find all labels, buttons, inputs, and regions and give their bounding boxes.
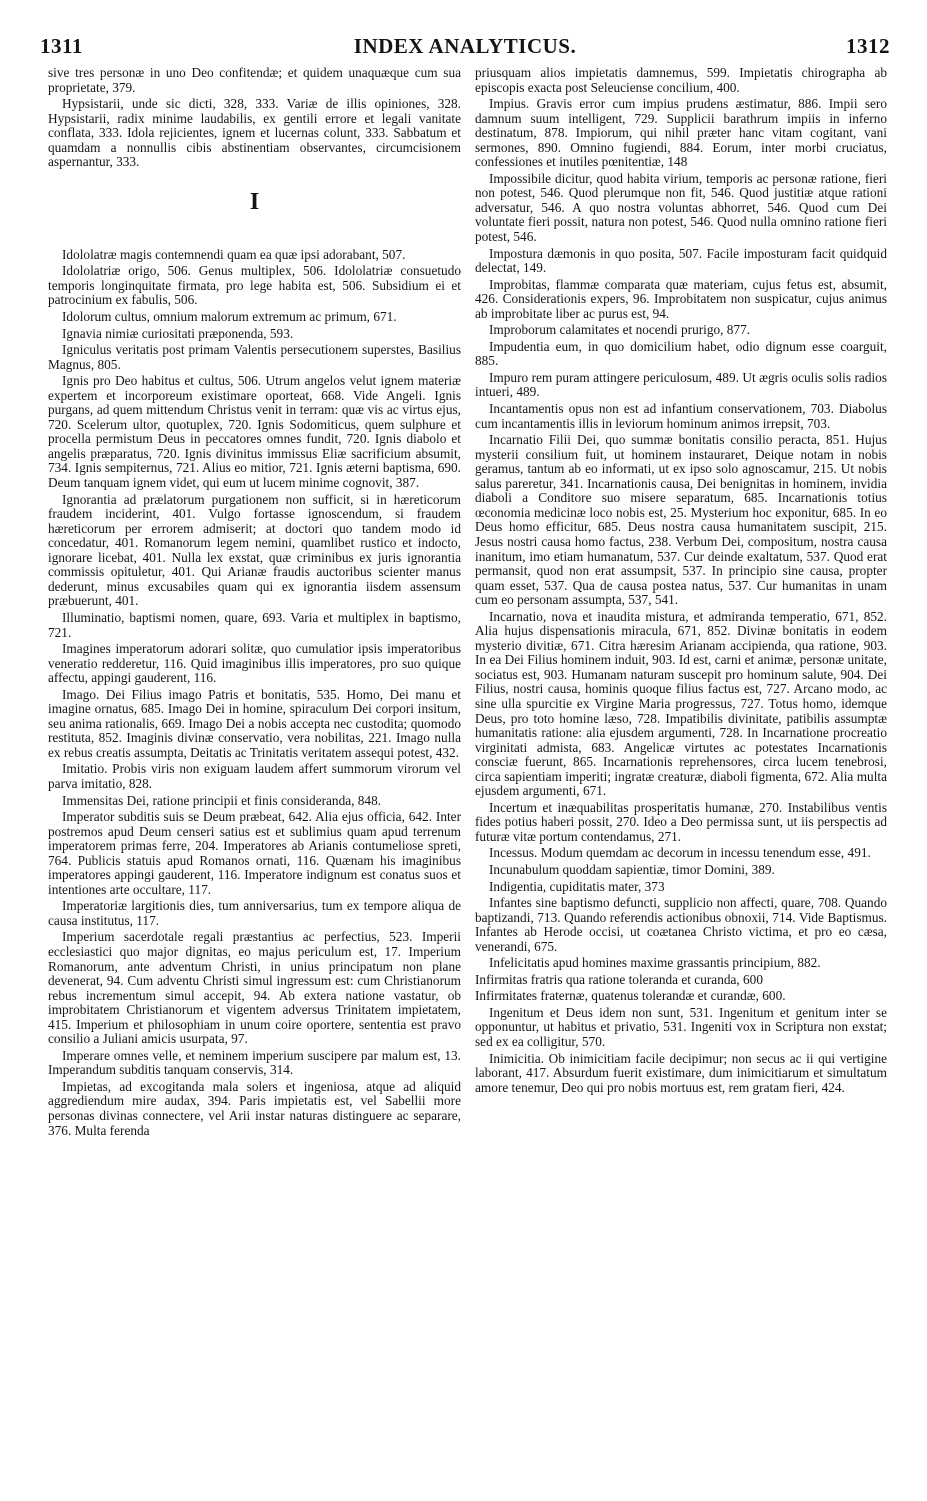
index-entry: Incessus. Modum quemdam ac decorum in incessu tenendum esse, 491. bbox=[489, 845, 871, 861]
index-entry: Incantamentis opus non est ad infantium conservationem, 703. Diabolus cum incantamentis illis in leviorum hominum animos irrepsit, 703. bbox=[475, 401, 887, 431]
index-entry: Impossibile dicitur, quod habita virium, temporis ac personæ ratione, fieri non potest, 546. Quod plerumque non fit, 546. Quod justitiæ atque rationi adversatur, 546. A quo nostra voluntas abhorret, 546. Quod cum Dei voluntate fieri possit, natura non potest, 546. Quod nulla omnino ratione fieri potest, 546. bbox=[475, 170, 887, 245]
left-column-entries bbox=[48, 248, 461, 1138]
index-entry: Inimicitia. Ob inimicitiam facile decipimur; non secus ac ii qui vertigine laborant, 417. Absurdum fuerit existimare, dum inimicitiarum et simultatum amore tenemur, Deo qui pro nobis mortuus est, rem gratam fieri, 424. bbox=[475, 1050, 887, 1095]
index-entry: Improborum calamitates et nocendi prurigo, 877. bbox=[489, 322, 751, 338]
index-entry: Improbitas, flammæ comparata quæ materiam, cujus fetus est, absumit, 426. Considerationis expers, 96. Improbitatem non suspicatur, cujus animus ab improbitate liber ac purus est, 94. bbox=[475, 276, 887, 321]
index-entry: Incunabulum quoddam sapientiæ, timor Domini, 389. bbox=[489, 861, 775, 877]
index-entry: Ignis pro Deo habitus et cultus, 506. Utrum angelos velut ignem materiæ expertem et incorporeum existimare oporteat, 668. Vide Angeli. Ignis purgans, ad quem mittendum Christus venit in terram: quæ vis ac virtus ejus, 720. Scelerum ultor, quotuplex, 720. Ignis Sodomiticus, quem sulphure et procella permistum Deus in peccatores omnes fundit, 720. Ignis diabolo et angelis præparatus, 720. Ignis divinitus immissus Eliæ sacrificium absumit, 734. Ignis sempiternus, 721. Alius eo mitior, 721. Ignis æterni baptisma, 690. Deum tanquam ignem videt, qui eum ut lucem minime cognovit, 387. bbox=[48, 373, 461, 491]
index-entry: Impostura dæmonis in quo posita, 507. Facile imposturam facit quidquid delectat, 149. bbox=[475, 245, 887, 276]
index-entry: Idololatriæ origo, 506. Genus multiplex, 506. Idololatriæ consuetudo temporis longinquitate firmata, pro lege habita est, 506. Subsidium ei et patrocinium ex fabulis, 506. bbox=[48, 263, 461, 308]
index-entry: Idololatræ magis contemnendi quam ea quæ ipsi adorabant, 507. bbox=[62, 246, 406, 262]
index-entry: Infantes sine baptismo defuncti, supplicio non affecti, quare, 708. Quando baptizandi, 713. Quando referendis actionibus obnoxii, 714. Vide Baptismus. Infantes ab Herode occisi, ut coætanea Christo victima, et pro eo cæsa, venerandi, 675. bbox=[475, 895, 887, 954]
index-entry: Ingenitum et Deus idem non sunt, 531. Ingenitum et genitum inter se opponuntur, ut habitus et privatio, 531. Ingeniti vox in Scriptura non exstat; sed ex ea colligitur, 570. bbox=[475, 1004, 887, 1049]
index-entry: Incarnatio, nova et inaudita mistura, et admiranda temperatio, 671, 852. Alia hujus dispensationis miracula, 671, 852. Divinæ bonitatis in eodem mysterio divitiæ, 671. Citra hæresim Arianam accipienda, qua ratione, 903. In ea Dei Filius hominem induit, 903. Id est, carni et animæ, personæ unitate, sociatus est, 903. Humanam naturam suscepit pro hominum salute, 904. Dei Filius, nostri causa, hominis quoque filius factus est, 727. Arcano modo, ac sine ulla spurcitie ex Virgine Maria progressus, 727. Totus homo, idemque Deus, pro toto homine læso, 728. Impatibilis divinitate, patibilis assumptæ humanitatis ratione: alia ejusdem argumenti, 728. In Incarnatione procreatio virginitati admista, 683. Angelicæ virtutes ac potestates Incarnationis consciæ fuerunt, 865. Incarnationis reprehensores, circa lucem tenebrosi, circa sapientiam imperiti; ingratæ creaturæ, diaboli figmenta, 672. Alia multa ejusdem argumenti, 671. bbox=[475, 608, 887, 799]
index-entry: Imperator subditis suis se Deum præbeat, 642. Alia ejus officia, 642. Inter postremos apud Deum censeri satius est et sublimius quam apud terrenum imperatorem primas ferre, 204. Imperatores ab Arianis contumeliose spreti, 764. Publicis statuis apud Romanos ornati, 116. Quænam his imaginibus imperatores appingi gauderent, 116. Imperatore indignum est conatus suos et intentiones arte occultare, 117. bbox=[48, 809, 461, 897]
index-entry: Imago. Dei Filius imago Patris et bonitatis, 535. Homo, Dei manu et imagine ornatus, 685. Imago Dei in homine, spiraculum Dei corpori insitum, seu anima rationalis, 669. Imago Dei a nobis accepta nec custodita; quomodo restituta, 852. Imaginis divinæ conservatio, vera nobilitas, 221. Imago nulla ex rebus creatis assumpta, Deitatis ac Trinitatis veritatem assequi potest, 432. bbox=[48, 686, 461, 760]
index-entry: Impuro rem puram attingere periculosum, 489. Ut ægris oculis solis radios intueri, 489. bbox=[475, 369, 887, 400]
left-page-number: 1311 bbox=[40, 34, 83, 58]
index-entry: Infirmitas fratris qua ratione toleranda et curanda, 600 bbox=[475, 971, 763, 987]
left-column-before-heading bbox=[48, 66, 461, 170]
index-entry: Imperatoriæ largitionis dies, tum anniversarius, tum ex tempore aliqua de causa institutus, 117. bbox=[48, 898, 461, 928]
right-column bbox=[475, 66, 887, 1486]
index-entry: Impietas, ad excogitanda mala solers et ingeniosa, atque ad aliquid aggrediendum mire audax, 394. Paris impietatis est, vel Sabellii more personas divinas connectere, vel Arii instar naturas distinguere ac separare, 376. Multa ferenda bbox=[48, 1078, 461, 1138]
right-page-number: 1312 bbox=[846, 34, 890, 58]
index-entry: Hypsistarii, unde sic dicti, 328, 333. Variæ de illis opiniones, 328. Hypsistarii, radix minime laudabilis, ex gentili errore et legali vanitate conflata, 333. Idola rejicientes, ignem et lucernas colunt, 333. Sabbatum et quamdam a nonnullis cibis abstinentiam observantes, circumcisionem aspernantur, 333. bbox=[48, 96, 461, 170]
index-entry: Imperare omnes velle, et neminem imperium suscipere par malum est, 13. Imperandum subditis tanquam conservis, 314. bbox=[48, 1047, 461, 1078]
index-entry: Ignavia nimiæ curiositati præponenda, 593. bbox=[62, 325, 294, 341]
index-entry: Imagines imperatorum adorari solitæ, quo cumulatior ipsis imperatoribus veneratio redderetur, 116. Quid imaginibus illis imperatores, pro suo quique affectu, appingi gauderent, 116. bbox=[48, 641, 461, 686]
index-entry: Imperium sacerdotale regali præstantius ac perfectius, 523. Imperii ecclesiastici quo major dignitas, eo majus periculum est, 17. Imperium Romanorum, ante adventum Christi, in unius principatum non plane devenerat, 94. Cum adventu Christi simul ingressum est: cum Christianorum rebus incrementum simul accepit, 94. Ab extera natione vastatur, ob improbitatem Christianorum et vigentem adversus Trinitatem impietatem, 415. Imperium et philosophiam in unum coire oportere, sententia est pravo consilio a Juliani amicis usurpata, 97. bbox=[48, 929, 461, 1047]
index-entry: Incertum et inæquabilitas prosperitatis humanæ, 270. Instabilibus ventis fides potius haberi possit, 270. Ideo a Deo permissa sunt, ut iis perspectis ad futuræ vitæ portum contendamus, 271. bbox=[475, 799, 887, 844]
index-entry: Indigentia, cupiditatis mater, 373 bbox=[489, 878, 665, 894]
page-header bbox=[40, 34, 890, 60]
index-entry: Infelicitatis apud homines maxime grassantis principium, 882. bbox=[489, 955, 821, 971]
running-title: INDEX ANALYTICUS. bbox=[353, 34, 577, 58]
index-entry: Infirmitates fraternæ, quatenus tolerandæ et curandæ, 600. bbox=[475, 988, 786, 1004]
index-entry: priusquam alios impietatis damnemus, 599. Impietatis chirographa ab episcopis exacta post Seleuciense concilium, 400. bbox=[475, 66, 887, 95]
index-entry: Impudentia eum, in quo domicilium habet, odio dignum esse coarguit, 885. bbox=[475, 338, 887, 369]
index-entry: Imitatio. Probis viris non exiguam laudem affert summorum virorum vel parva imitatio, 828. bbox=[48, 761, 461, 791]
left-column bbox=[48, 66, 461, 1486]
index-entry: Incarnatio Filii Dei, quo summæ bonitatis consilio peracta, 851. Hujus mysterii consilium fuit, ut hominem instauraret, Deique notam in nobis geramus, tantum ab eo informati, ut ex ipso solo agnoscamur, 215. Ut nobis salus pareretur, 341. Incarnationis causa, Dei benignitas in hominem, invidia diaboli a Conditore suo misere separatum, 685. Incarnationis totius œconomia medicinæ loco nobis est, 25. Mysterium hoc exponitur, 685. In eo Deus homo efficitur, 685. Deus nostra causa humanitatem suscipit, 215. Jesus nostri causa homo factus, 238. Verbum Dei, compositum, nostra causa inanitum, imo etiam humanatum, 537. Cur deinde exaltatum, 537. Quod erat permansit, quod non erat assumpsit, 537. In principio sine causa, propter quam esset, 537. Qua de causa postea natus, 537. Cur humanitas in unam cum eo personam assumpta, 537, 541. bbox=[475, 432, 887, 608]
index-entry: Igniculus veritatis post primam Valentis persecutionem superstes, Basilius Magnus, 805. bbox=[48, 342, 461, 372]
index-entry: Ignorantia ad prælatorum purgationem non sufficit, si in hæreticorum fraudem inciderint, 401. Vulgo fortasse ignoscendum, si fraudem hæreticorum per errorem admiserit; at doctori quo tandem modo id concedatur, 401. Romanorum legem nemini, quamlibet rustico et indocto, ignorare licebat, 401. Nulla lex exstat, quæ criminibus ex juris ignorantia commissis opituletur, 401. Qui Arianæ fraudis auctoribus scienter manus dederunt, minus excusabiles quam qui ex ignorantia iisdem assensum præbuerunt, 401. bbox=[48, 491, 461, 609]
letter-section-heading: I bbox=[249, 188, 260, 215]
index-entry: Immensitas Dei, ratione principii et finis consideranda, 848. bbox=[62, 792, 382, 808]
index-entry: sive tres personæ in uno Deo confitendæ; et quidem unaquæque cum sua proprietate, 379. bbox=[48, 66, 461, 95]
index-entry: Idolorum cultus, omnium malorum extremum ac primum, 671. bbox=[62, 309, 397, 325]
index-entry: Impius. Gravis error cum impius prudens æstimatur, 886. Impii sero damnum suum intelligent, 729. Supplicii barathrum impiis in inferno destinatum, 878. Impiorum, qui nihil præter hanc vitam cogitant, vani sermones, 890. Omnino fugiendi, 884. Eorum, inter morbi cruciatus, confessiones et inutiles pœnitentiæ, 148 bbox=[475, 96, 887, 170]
index-entry: Illuminatio, baptismi nomen, quare, 693. Varia et multiplex in baptismo, 721. bbox=[48, 609, 461, 640]
